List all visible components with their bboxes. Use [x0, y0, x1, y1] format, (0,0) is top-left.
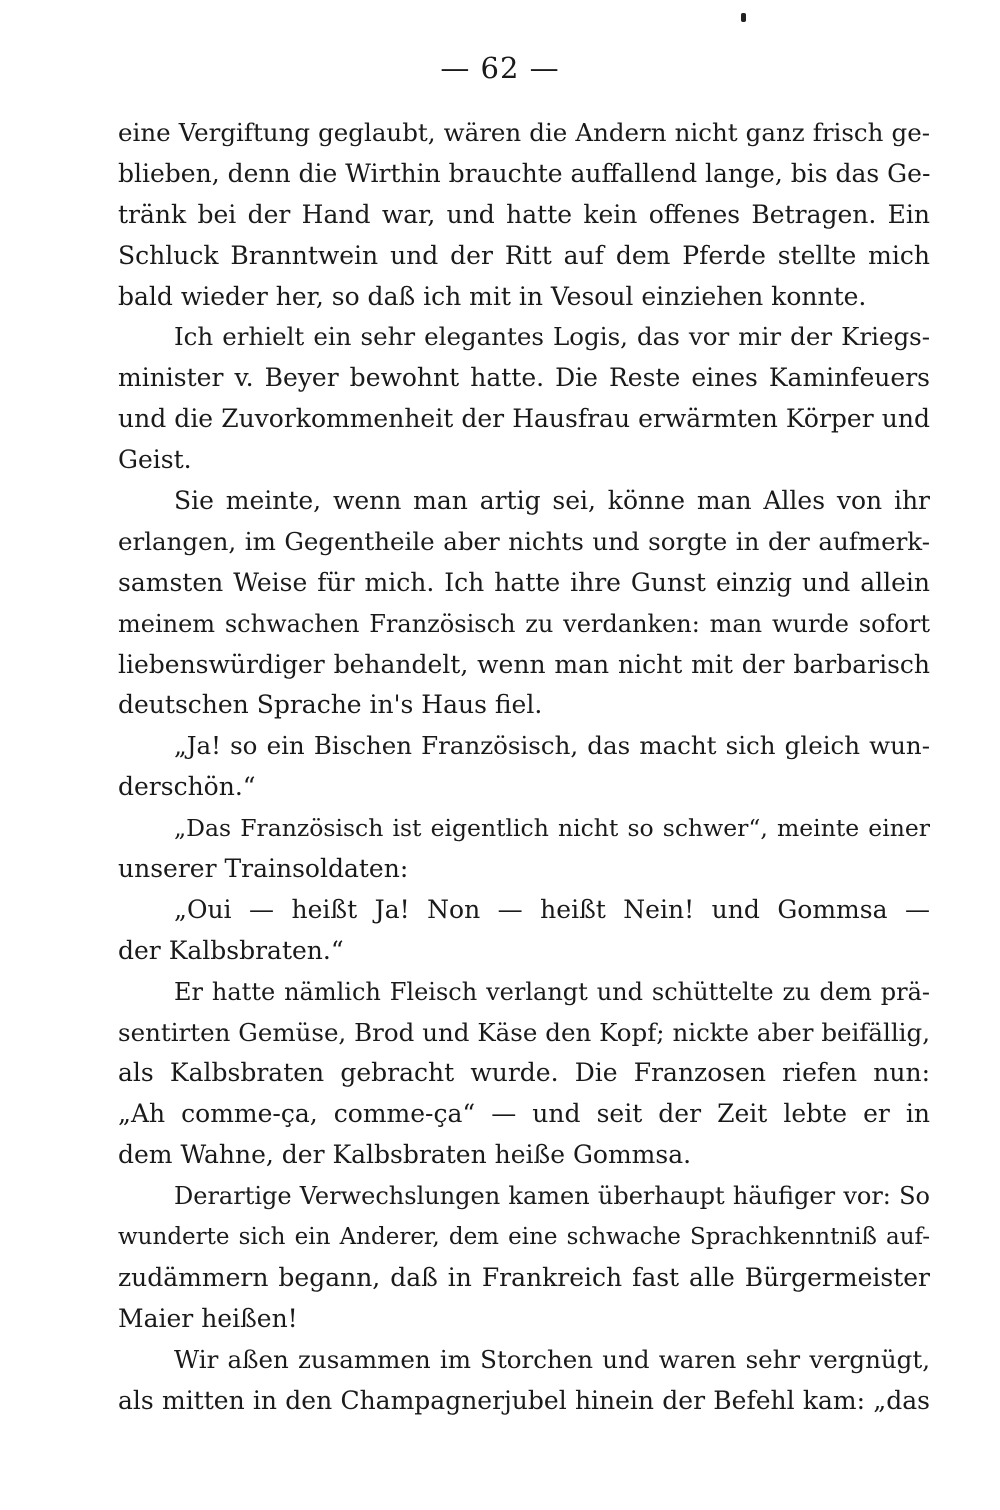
paragraph	[118, 726, 930, 808]
text-line: Maier heißen!	[118, 1303, 298, 1333]
paragraph	[118, 481, 930, 726]
text-line: Wir aßen zusammen im Storchen und waren sehr vergnügt,	[174, 1344, 930, 1374]
text-line: und die Zuvorkommenheit der Hausfrau erwärmten Körper und	[118, 404, 930, 434]
text-line: meinem schwachen Französisch zu verdanken: man wurde sofort	[118, 609, 930, 638]
text-line: sentirten Gemüse, Brod und Käse den Kopf; nickte aber beifällig,	[118, 1017, 930, 1047]
text-line: zudämmern begann, daß in Frankreich fast alle Bürgermeister	[118, 1262, 930, 1292]
ink-speck	[741, 13, 746, 22]
text-line: erlangen, im Gegentheile aber nichts und sorgte in der aufmerk-	[118, 526, 930, 556]
text-line: als mitten in den Champagnerjubel hinein der Befehl kam: „das	[118, 1385, 930, 1415]
text-line: wunderte sich ein Anderer, dem eine schwache Sprachkenntniß auf-	[118, 1224, 930, 1251]
text-line: tränk bei der Hand war, und hatte kein offenes Betragen. Ein	[118, 199, 930, 229]
page-number: — 62 —	[440, 51, 560, 85]
text-line: deutschen Sprache in's Haus fiel.	[118, 690, 543, 720]
text-line: Geist.	[118, 445, 192, 475]
text-line: Schluck Branntwein und der Ritt auf dem Pferde stellte mich	[118, 240, 930, 270]
text-line: unserer Trainsoldaten:	[118, 854, 409, 884]
text-line: Sie meinte, wenn man artig sei, könne man Alles von ihr	[174, 486, 930, 516]
paragraph	[118, 113, 930, 317]
text-line: „Oui — heißt Ja! Non — heißt Nein! und Gommsa —	[174, 894, 930, 924]
text-line: minister v. Beyer bewohnt hatte. Die Reste eines Kaminfeuers	[118, 363, 930, 393]
text-line: bald wieder her, so daß ich mit in Vesoul einziehen konnte.	[118, 281, 867, 311]
text-line: liebenswürdiger behandelt, wenn man nicht mit der barbarisch	[118, 649, 930, 679]
text-line: Derartige Verwechslungen kamen überhaupt häufiger vor: So	[174, 1182, 930, 1211]
text-line: „Ja! so ein Bischen Französisch, das macht sich gleich wun-	[174, 731, 930, 761]
paragraph	[118, 890, 930, 972]
text-line: Er hatte nämlich Fleisch verlangt und schüttelte zu dem prä-	[174, 977, 930, 1006]
text-line: samsten Weise für mich. Ich hatte ihre Gunst einzig und allein	[118, 567, 930, 597]
text-line: „Das Französisch ist eigentlich nicht so schwer“, meinte einer	[174, 814, 930, 843]
paragraph	[118, 1176, 930, 1340]
paragraph	[118, 317, 930, 481]
text-line: „Ah comme-ça, comme-ça“ — und seit der Zeit lebte er in	[118, 1099, 930, 1129]
text-line: als Kalbsbraten gebracht wurde. Die Franzosen riefen nun:	[118, 1058, 930, 1088]
text-line: dem Wahne, der Kalbsbraten heiße Gommsa.	[118, 1140, 692, 1170]
paragraph	[118, 808, 930, 890]
paragraph	[118, 1340, 930, 1422]
text-line: Ich erhielt ein sehr elegantes Logis, das vor mir der Kriegs-	[174, 322, 930, 352]
text-line: blieben, denn die Wirthin brauchte auffallend lange, bis das Ge-	[118, 158, 930, 188]
paragraph	[118, 972, 930, 1176]
text-line: der Kalbsbraten.“	[118, 935, 344, 965]
text-line: eine Vergiftung geglaubt, wären die Andern nicht ganz frisch ge-	[118, 118, 930, 147]
body-text	[118, 113, 930, 1422]
text-line: derschön.“	[118, 772, 256, 802]
